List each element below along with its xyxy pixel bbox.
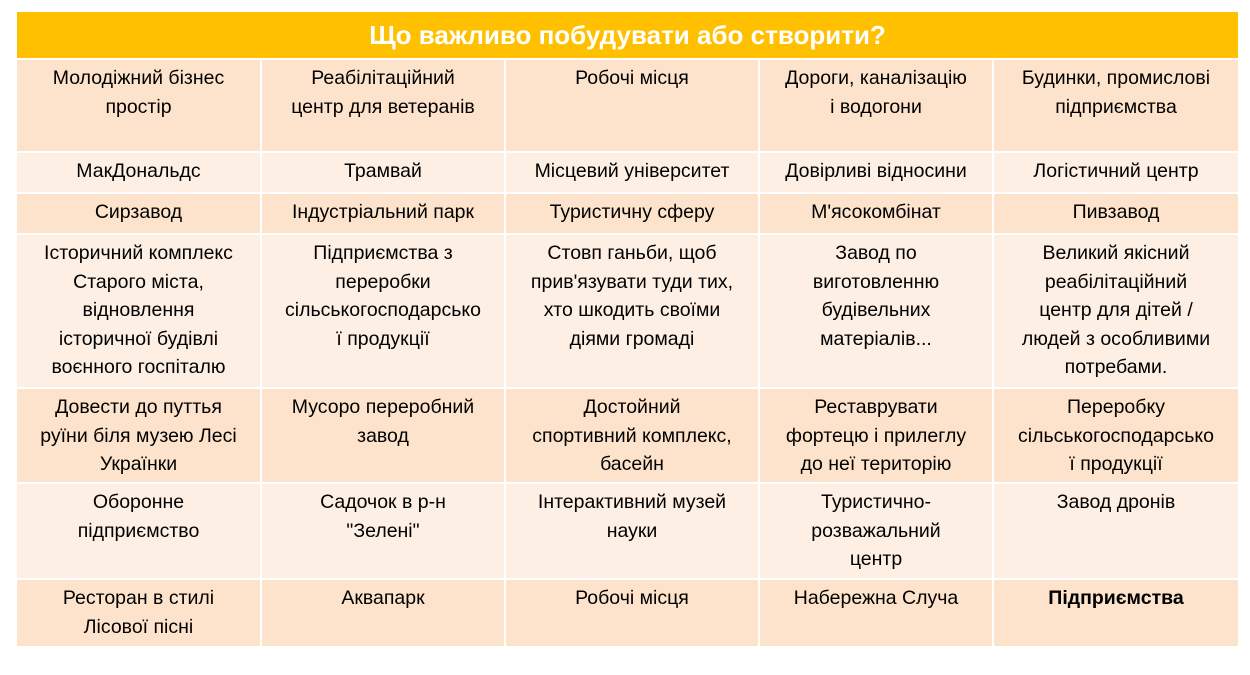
- table-cell: Робочі місця: [506, 60, 760, 151]
- table-cell: МакДональдс: [17, 153, 262, 192]
- table-cell: Логістичний центр: [1033, 160, 1199, 182]
- table-cell: Довірливі відносини: [760, 153, 994, 192]
- table-cell: Індустріальний парк: [262, 194, 506, 233]
- table-cell: Історичний комплекс Старого міста, відновлення історичної будівлі воєнного госпіталю: [17, 235, 262, 387]
- table-title: Що важливо побудувати або створити?: [17, 12, 1238, 60]
- table-cell: Великий якісний реабілітаційний центр для дітей / людей з особливими потребами.: [1021, 242, 1211, 378]
- table-row: [17, 580, 1238, 646]
- table-cell: Довести до путтья руїни біля музею Лесі Українки: [17, 389, 262, 482]
- table-cell: Місцевий університет: [506, 153, 760, 192]
- table-cell: Підприємства: [1048, 587, 1184, 609]
- table-cell: Достойний спортивний комплекс, басейн: [506, 389, 760, 482]
- ideas-table: [17, 12, 1238, 646]
- table-cell: М'ясокомбінат: [760, 194, 994, 233]
- table-cell: Сирзавод: [17, 194, 262, 233]
- table-cell: Переробку сільськогосподарсько ї продукції: [1018, 396, 1214, 475]
- table-cell: Завод по виготовленню будівельних матеріалів...: [760, 235, 994, 387]
- table-cell: Мусоро переробний завод: [262, 389, 506, 482]
- table-cell: Інтерактивний музей науки: [506, 484, 760, 578]
- table-row: [17, 153, 1238, 194]
- table-cell: Туристично- розважальний центр: [760, 484, 994, 578]
- table-cell: Дороги, каналізацію і водогони: [760, 60, 994, 151]
- table-row: [17, 389, 1238, 484]
- table-cell: Оборонне підприємство: [17, 484, 262, 578]
- table-cell: Ресторан в стилі Лісової пісні: [17, 580, 262, 646]
- table-cell: Реставрувати фортецю і прилеглу до неї територію: [760, 389, 994, 482]
- table-cell: Туристичну сферу: [506, 194, 760, 233]
- table-row: [17, 235, 1238, 389]
- table-cell: Підприємства з переробки сільськогосподарсько ї продукції: [262, 235, 506, 387]
- table-cell: Пивзавод: [1072, 201, 1160, 223]
- table-cell: Завод дронів: [1056, 491, 1176, 513]
- table-cell: Аквапарк: [262, 580, 506, 646]
- table-cell: Реабілітаційний центр для ветеранів: [262, 60, 506, 151]
- table-row: [17, 194, 1238, 235]
- table-cell: Робочі місця: [506, 580, 760, 646]
- table-cell: Трамвай: [262, 153, 506, 192]
- table-row: [17, 60, 1238, 153]
- table-cell: Стовп ганьби, щоб прив'язувати туди тих, хто шкодить своїми діями громаді: [506, 235, 760, 387]
- table-cell: Набережна Случа: [760, 580, 994, 646]
- table-row: [17, 484, 1238, 580]
- table-cell: Садочок в р-н "Зелені": [262, 484, 506, 578]
- table-cell: Будинки, промислові підприємства: [1021, 67, 1211, 118]
- table-cell: Молодіжний бізнес простір: [17, 60, 262, 151]
